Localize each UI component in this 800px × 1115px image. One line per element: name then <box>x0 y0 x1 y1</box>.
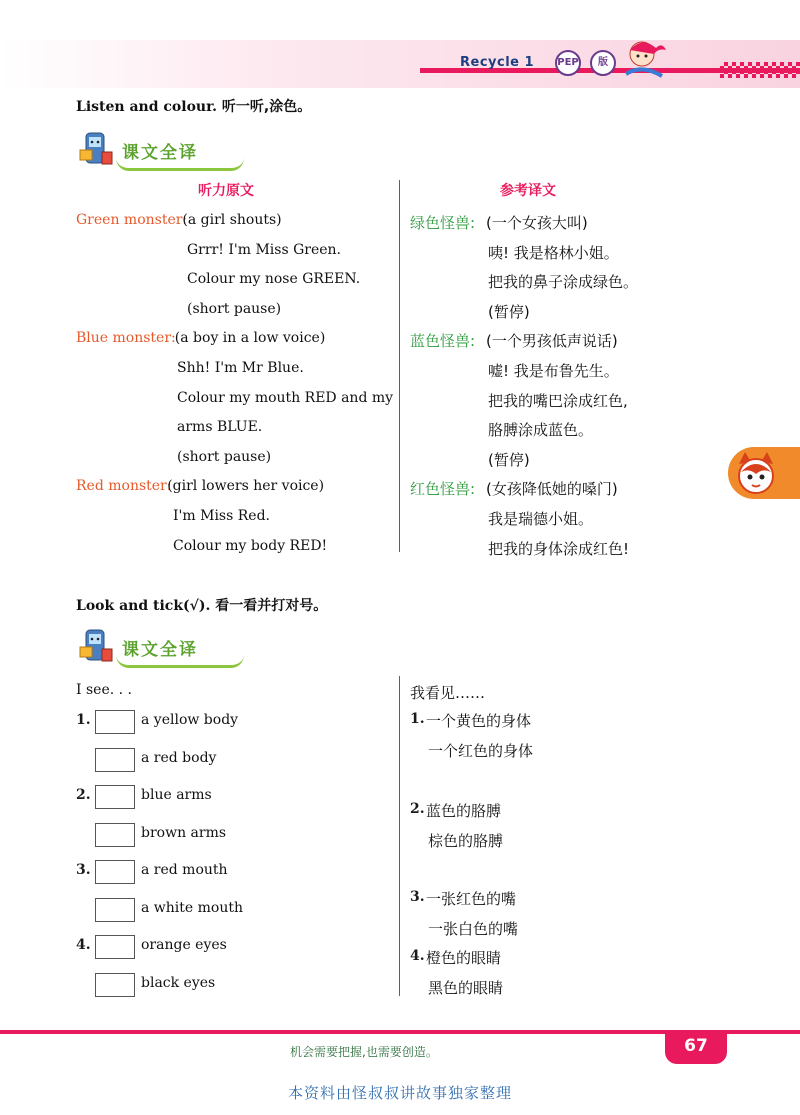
original-line: Colour my mouth RED and my <box>177 390 394 406</box>
page-number: 67 <box>665 1030 727 1064</box>
translation-line: (暂停) <box>488 303 530 321</box>
translation-line: 把我的鼻子涂成绿色。 <box>488 273 639 291</box>
header-band <box>0 40 800 88</box>
source-note: 本资料由怪叔叔讲故事独家整理 <box>287 1084 512 1102</box>
option-label: black eyes <box>141 975 216 991</box>
option-label: blue arms <box>141 787 212 803</box>
original-line: Grrr! I'm Miss Green. <box>187 242 341 258</box>
item-number-zh: 4. <box>410 948 425 964</box>
option-translation: 一张白色的嘴 <box>428 920 519 938</box>
translation-line: 胳膊涂成蓝色。 <box>488 421 594 439</box>
item-number-zh: 3. <box>410 889 425 905</box>
tick-box[interactable] <box>95 785 135 809</box>
intro-zh: 我看见…… <box>410 684 486 702</box>
item-number: 3. <box>76 862 91 878</box>
fox-mascot-icon <box>733 450 779 496</box>
translation-line: 咦! 我是格林小姐。 <box>488 244 619 262</box>
section2-translation-label <box>76 627 246 667</box>
speaker-zh: 绿色怪兽: <box>410 214 476 232</box>
option-translation: 一个黄色的身体 <box>426 712 532 730</box>
option-translation: 蓝色的胳膊 <box>426 802 502 820</box>
option-translation: 黑色的眼睛 <box>428 979 504 997</box>
option-translation: 棕色的胳膊 <box>428 832 504 850</box>
col-head-original: 听力原文 <box>198 183 254 199</box>
section2-title-en: Look and tick(√). <box>76 598 211 614</box>
item-number-zh: 2. <box>410 801 425 817</box>
item-number-zh: 1. <box>410 711 425 727</box>
phone-mascot-icon <box>78 627 116 665</box>
tick-box[interactable] <box>95 860 135 884</box>
section1-title <box>76 96 311 116</box>
tick-box[interactable] <box>95 973 135 997</box>
translation-line: 把我的嘴巴涂成红色, <box>488 392 628 410</box>
tick-box[interactable] <box>95 823 135 847</box>
tick-box[interactable] <box>95 935 135 959</box>
translation-label-text: 课文全译 <box>122 640 198 660</box>
section2-divider <box>399 676 400 996</box>
speaker-zh: 蓝色怪兽: <box>410 332 476 350</box>
item-number: 4. <box>76 937 91 953</box>
section2-title <box>76 595 327 615</box>
translation-line: (一个男孩低声说话) <box>486 332 618 350</box>
option-label: a white mouth <box>141 900 243 916</box>
section1-divider <box>399 180 400 552</box>
original-line: (a girl shouts) <box>182 212 282 228</box>
translation-line: (暂停) <box>488 451 530 469</box>
speaker-en: Red monster: <box>76 478 172 494</box>
translation-line: (女孩降低她的嗓门) <box>486 480 618 498</box>
translation-line: 把我的身体涂成红色! <box>488 540 630 558</box>
option-translation: 一张红色的嘴 <box>426 890 517 908</box>
original-line: (a boy in a low voice) <box>174 330 326 346</box>
original-line: I'm Miss Red. <box>173 508 270 524</box>
intro-en: I see. . . <box>76 682 132 698</box>
cartoon-girl-icon <box>618 34 674 82</box>
original-line: arms BLUE. <box>177 419 263 435</box>
option-label: a red body <box>141 750 217 766</box>
translation-line: 我是瑞德小姐。 <box>488 510 594 528</box>
speaker-en: Blue monster: <box>76 330 176 346</box>
translation-line: (一个女孩大叫) <box>486 214 588 232</box>
speaker-en: Green monster: <box>76 212 188 228</box>
speaker-zh: 红色怪兽: <box>410 480 476 498</box>
option-translation: 橙色的眼睛 <box>426 949 502 967</box>
tick-box[interactable] <box>95 710 135 734</box>
tick-box[interactable] <box>95 898 135 922</box>
item-number: 1. <box>76 712 91 728</box>
edition-badge: 版 <box>590 50 616 76</box>
label-swoosh <box>116 655 244 668</box>
translation-line: 嘘! 我是布鲁先生。 <box>488 362 619 380</box>
original-line: (short pause) <box>187 301 282 317</box>
option-label: a red mouth <box>141 862 228 878</box>
option-label: orange eyes <box>141 937 227 953</box>
pep-badge: PEP <box>555 50 581 76</box>
header-checker-pattern <box>720 62 800 78</box>
translation-label-text: 课文全译 <box>122 143 198 163</box>
phone-mascot-icon <box>78 130 116 168</box>
original-line: (girl lowers her voice) <box>167 478 325 494</box>
tick-box[interactable] <box>95 748 135 772</box>
section1-title-en: Listen and colour. <box>76 99 218 115</box>
option-label: a yellow body <box>141 712 239 728</box>
unit-title: Recycle 1 <box>460 55 535 70</box>
col-head-translation: 参考译文 <box>500 183 556 199</box>
section2-title-zh: 看一看并打对号。 <box>215 598 328 614</box>
section1-title-zh: 听一听,涂色。 <box>221 99 312 115</box>
item-number: 2. <box>76 787 91 803</box>
footer-motto: 机会需要把握,也需要创造。 <box>290 1045 438 1059</box>
original-line: (short pause) <box>177 449 272 465</box>
option-translation: 一个红色的身体 <box>428 742 534 760</box>
original-line: Colour my nose GREEN. <box>187 271 361 287</box>
original-line: Colour my body RED! <box>173 538 328 554</box>
original-line: Shh! I'm Mr Blue. <box>177 360 304 376</box>
label-swoosh <box>116 158 244 171</box>
option-label: brown arms <box>141 825 227 841</box>
section1-translation-label <box>76 130 246 170</box>
